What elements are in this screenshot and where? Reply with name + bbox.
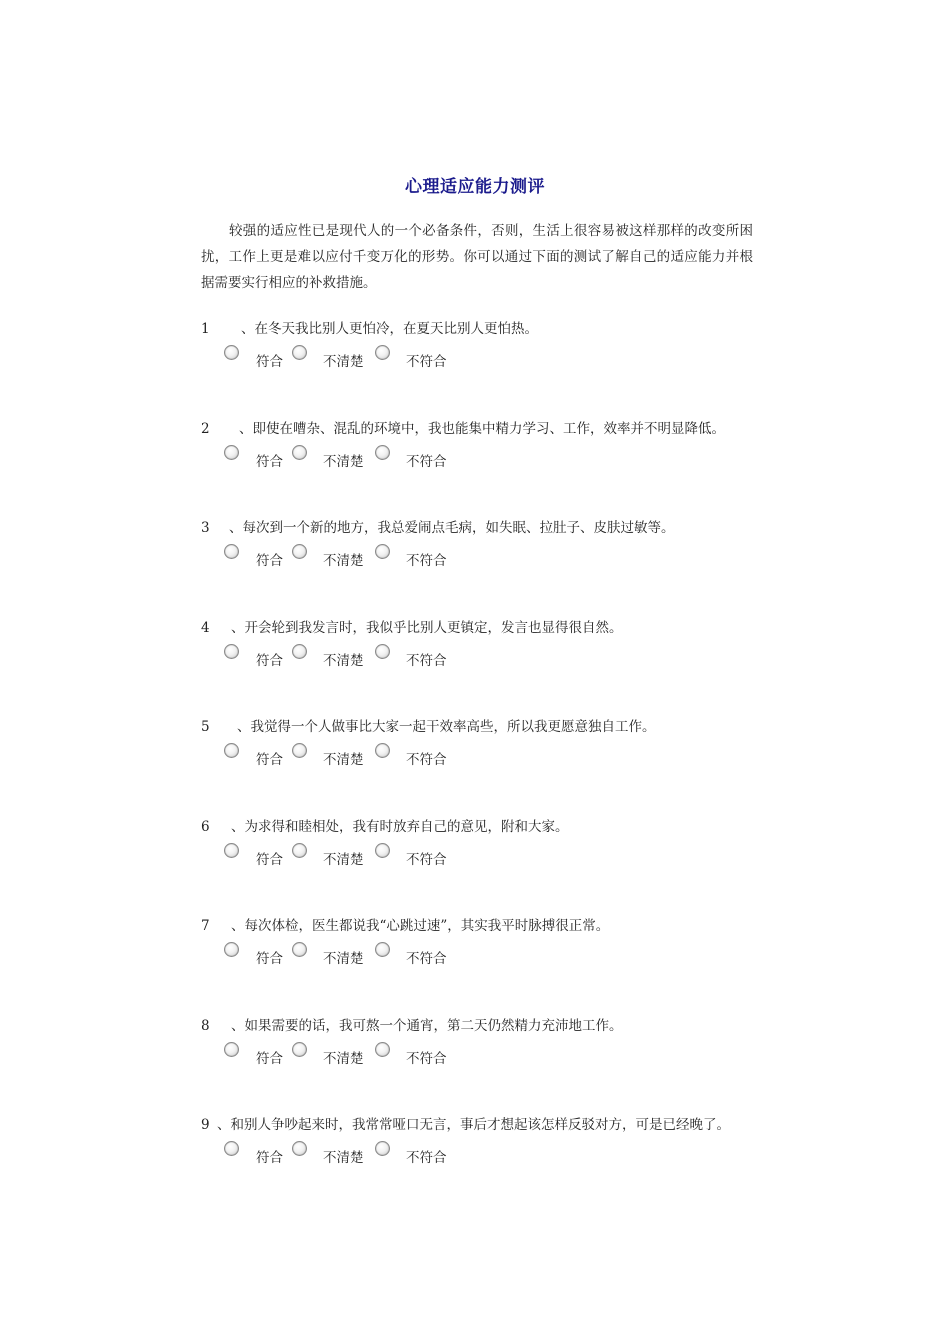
option-label-match: 符合 [256, 354, 283, 370]
radio-unsure[interactable] [292, 843, 307, 858]
option-label-match: 符合 [256, 653, 283, 669]
option-label-nomatch: 不符合 [406, 454, 447, 470]
question-number: 4 [201, 620, 210, 636]
question-number: 8 [201, 1018, 210, 1034]
question-number: 9 [201, 1117, 210, 1133]
radio-nomatch[interactable] [375, 942, 390, 957]
option-label-match: 符合 [256, 852, 283, 868]
radio-nomatch[interactable] [375, 1141, 390, 1156]
radio-match[interactable] [224, 544, 239, 559]
radio-nomatch[interactable] [375, 345, 390, 360]
question-text: 、每次到一个新的地方，我总爱闹点毛病，如失眠、拉肚子、皮肤过敏等。 [229, 520, 675, 536]
radio-match[interactable] [224, 843, 239, 858]
option-label-unsure: 不清楚 [323, 951, 364, 967]
question-text: 、如果需要的话，我可熬一个通宵，第二天仍然精力充沛地工作。 [231, 1018, 623, 1034]
option-label-unsure: 不清楚 [323, 852, 364, 868]
question-item [201, 619, 761, 679]
option-label-unsure: 不清楚 [323, 1051, 364, 1067]
question-item [201, 320, 761, 380]
option-label-unsure: 不清楚 [323, 653, 364, 669]
question-number: 5 [201, 719, 210, 735]
option-label-nomatch: 不符合 [406, 852, 447, 868]
option-label-unsure: 不清楚 [323, 354, 364, 370]
radio-unsure[interactable] [292, 445, 307, 460]
option-label-match: 符合 [256, 553, 283, 569]
radio-match[interactable] [224, 644, 239, 659]
radio-nomatch[interactable] [375, 445, 390, 460]
radio-match[interactable] [224, 445, 239, 460]
option-label-unsure: 不清楚 [323, 1150, 364, 1166]
option-label-nomatch: 不符合 [406, 553, 447, 569]
option-label-nomatch: 不符合 [406, 1051, 447, 1067]
radio-unsure[interactable] [292, 345, 307, 360]
question-text: 、我觉得一个人做事比大家一起干效率高些，所以我更愿意独自工作。 [237, 719, 656, 735]
question-text: 、为求得和睦相处，我有时放弃自己的意见，附和大家。 [231, 819, 569, 835]
option-label-nomatch: 不符合 [406, 752, 447, 768]
question-item [201, 1017, 761, 1077]
radio-nomatch[interactable] [375, 843, 390, 858]
radio-nomatch[interactable] [375, 1042, 390, 1057]
option-label-nomatch: 不符合 [406, 354, 447, 370]
radio-unsure[interactable] [292, 942, 307, 957]
radio-unsure[interactable] [292, 1141, 307, 1156]
radio-nomatch[interactable] [375, 644, 390, 659]
question-item [201, 818, 761, 878]
question-number: 6 [201, 819, 210, 835]
radio-unsure[interactable] [292, 544, 307, 559]
question-item [201, 917, 761, 977]
question-item [201, 718, 761, 778]
intro-paragraph: 较强的适应性已是现代人的一个必备条件，否则，生活上很容易被这样那样的改变所困扰，工作上更是难以应付千变万化的形势。你可以通过下面的测试了解自己的适应能力并根据需要实行相应的补救措施。 [201, 223, 753, 291]
question-text: 、每次体检，医生都说我“心跳过速”，其实我平时脉搏很正常。 [231, 918, 610, 934]
radio-match[interactable] [224, 1141, 239, 1156]
question-number: 1 [201, 321, 210, 337]
question-number: 3 [201, 520, 210, 536]
radio-match[interactable] [224, 942, 239, 957]
question-text: 、在冬天我比别人更怕冷，在夏天比别人更怕热。 [241, 321, 538, 337]
option-label-match: 符合 [256, 752, 283, 768]
question-text: 、即使在嘈杂、混乱的环境中，我也能集中精力学习、工作，效率并不明显降低。 [239, 421, 725, 437]
question-item [201, 420, 761, 480]
page-title: 心理适应能力测评 [405, 177, 545, 197]
option-label-unsure: 不清楚 [323, 553, 364, 569]
option-label-unsure: 不清楚 [323, 752, 364, 768]
radio-unsure[interactable] [292, 743, 307, 758]
question-number: 7 [201, 918, 210, 934]
option-label-match: 符合 [256, 1051, 283, 1067]
question-item [201, 519, 761, 579]
radio-unsure[interactable] [292, 1042, 307, 1057]
question-number: 2 [201, 421, 210, 437]
option-label-match: 符合 [256, 454, 283, 470]
option-label-nomatch: 不符合 [406, 1150, 447, 1166]
radio-match[interactable] [224, 345, 239, 360]
radio-match[interactable] [224, 1042, 239, 1057]
radio-nomatch[interactable] [375, 544, 390, 559]
radio-unsure[interactable] [292, 644, 307, 659]
option-label-match: 符合 [256, 951, 283, 967]
question-item [201, 1116, 761, 1176]
question-text: 、开会轮到我发言时，我似乎比别人更镇定，发言也显得很自然。 [231, 620, 623, 636]
option-label-unsure: 不清楚 [323, 454, 364, 470]
radio-match[interactable] [224, 743, 239, 758]
option-label-match: 符合 [256, 1150, 283, 1166]
option-label-nomatch: 不符合 [406, 951, 447, 967]
question-text: 、和别人争吵起来时，我常常哑口无言，事后才想起该怎样反驳对方，可是已经晚了。 [217, 1117, 730, 1133]
option-label-nomatch: 不符合 [406, 653, 447, 669]
radio-nomatch[interactable] [375, 743, 390, 758]
